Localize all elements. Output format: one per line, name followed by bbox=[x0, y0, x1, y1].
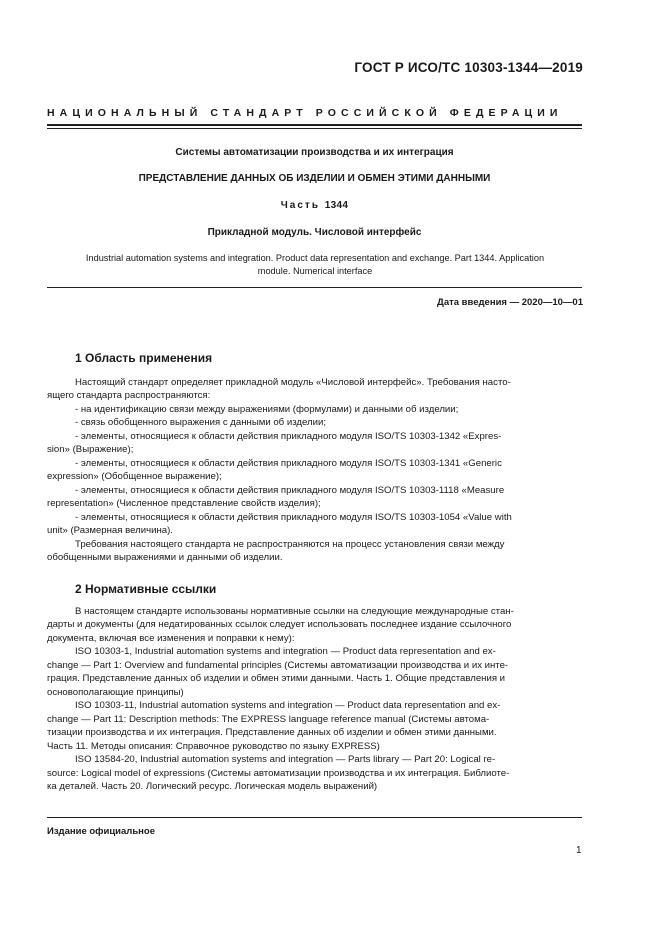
list-item: - на идентификацию связи между выражениями (формулами) и данными об изделии; bbox=[75, 404, 459, 415]
reference-line: Часть 11. Методы описания: Справочное руководство по языку EXPRESS) bbox=[47, 741, 380, 752]
list-item-continued: expression» (Обобщенное выражение); bbox=[47, 471, 222, 482]
reference-line: ка деталей. Часть 20. Логический ресурс. Логическая модель выражений) bbox=[47, 781, 378, 792]
list-item: - связь обобщенного выражения с данными об изделии; bbox=[75, 417, 326, 428]
part-line bbox=[47, 200, 582, 211]
english-title-line: Industrial automation systems and integration. Product data representation and exchange. Part 1344. Application bbox=[85, 253, 545, 263]
reference-line: ISO 10303-11, Industrial automation systems and integration — Product data representation and ex- bbox=[75, 700, 501, 711]
reference-line: основополагающие принципы) bbox=[47, 687, 184, 698]
reference-line: change — Part 1: Overview and fundamental principles (Системы автоматизации производства и их инте- bbox=[47, 660, 509, 671]
module-subtitle: Прикладной модуль. Числовой интерфейс bbox=[207, 227, 422, 238]
part-label: Часть bbox=[280, 200, 320, 211]
section-1-heading: 1 Область применения bbox=[75, 351, 213, 365]
reference-line: тизации производства и их интеграция. Представление данных об изделии и обмен этими данными. bbox=[47, 727, 497, 738]
list-item: - элементы, относящиеся к области действия прикладного модуля ISO/TS 10303-1118 «Measure bbox=[75, 485, 505, 496]
reference-line: source: Logical model of expressions (Системы автоматизации производства и их интеграция. Библиоте- bbox=[47, 768, 510, 779]
paragraph-line: Требования настоящего стандарта не распространяются на процесс установления связи между bbox=[75, 539, 505, 550]
page-number: 1 bbox=[576, 845, 582, 856]
date-rule bbox=[47, 287, 582, 288]
paragraph-line: Настоящий стандарт определяет прикладной модуль «Числовой интерфейс». Требования насто- bbox=[75, 377, 511, 388]
english-title-line: module. Numerical interface bbox=[257, 266, 373, 276]
official-edition-label: Издание официальное bbox=[47, 826, 155, 837]
reference-line: ISO 10303-1, Industrial automation systems and integration — Product data representation and ex- bbox=[75, 646, 496, 657]
part-number: 1344 bbox=[324, 200, 349, 211]
series-title: Системы автоматизации производства и их интеграция bbox=[175, 147, 454, 158]
list-item: - элементы, относящиеся к области действия прикладного модуля ISO/TS 10303-1054 «Value with bbox=[75, 512, 512, 523]
section-2-heading: 2 Нормативные ссылки bbox=[75, 582, 217, 596]
main-title: ПРЕДСТАВЛЕНИЕ ДАННЫХ ОБ ИЗДЕЛИИ И ОБМЕН ЭТИМИ ДАННЫМИ bbox=[138, 173, 491, 184]
top-rule bbox=[47, 124, 582, 126]
list-item-continued: representation» (Численное представление свойств изделия); bbox=[47, 498, 321, 509]
list-item-continued: sion» (Выражение); bbox=[47, 444, 134, 455]
paragraph-line: ящего стандарта распространяются: bbox=[47, 390, 211, 401]
standard-number: ГОСТ Р ИСО/ТС 10303-1344—2019 bbox=[354, 60, 583, 75]
english-title bbox=[60, 252, 570, 278]
list-item-continued: unit» (Размерная величина). bbox=[47, 525, 173, 536]
list-item: - элементы, относящиеся к области действия прикладного модуля ISO/TS 10303-1342 «Expres- bbox=[75, 431, 502, 442]
national-standard-heading: НАЦИОНАЛЬНЫЙ СТАНДАРТ РОССИЙСКОЙ ФЕДЕРАЦИИ bbox=[47, 107, 563, 119]
introduction-date: Дата введения — 2020—10—01 bbox=[437, 297, 583, 308]
reference-line: change — Part 11: Description methods: The EXPRESS language reference manual (Системы автома- bbox=[47, 714, 490, 725]
list-item: - элементы, относящиеся к области действия прикладного модуля ISO/TS 10303-1341 «Generic bbox=[75, 458, 502, 469]
paragraph-line: документа, включая все изменения и поправки к нему): bbox=[47, 633, 295, 644]
paragraph-line: обобщенными выражениями и данными об изделии. bbox=[47, 552, 283, 563]
top-rule-thin bbox=[47, 128, 582, 129]
reference-line: ISO 13584-20, Industrial automation systems and integration — Parts library — Part 20: Logical re- bbox=[75, 754, 496, 765]
paragraph-line: В настоящем стандарте использованы нормативные ссылки на следующие международные стан- bbox=[75, 606, 514, 617]
paragraph-line: дарты и документы (для недатированных ссылок следует использовать последнее издание ссылочного bbox=[47, 619, 512, 630]
reference-line: грация. Представление данных об изделии и обмен этими данными. Часть 1. Общие представления и bbox=[47, 673, 506, 684]
footer-rule bbox=[47, 817, 582, 818]
